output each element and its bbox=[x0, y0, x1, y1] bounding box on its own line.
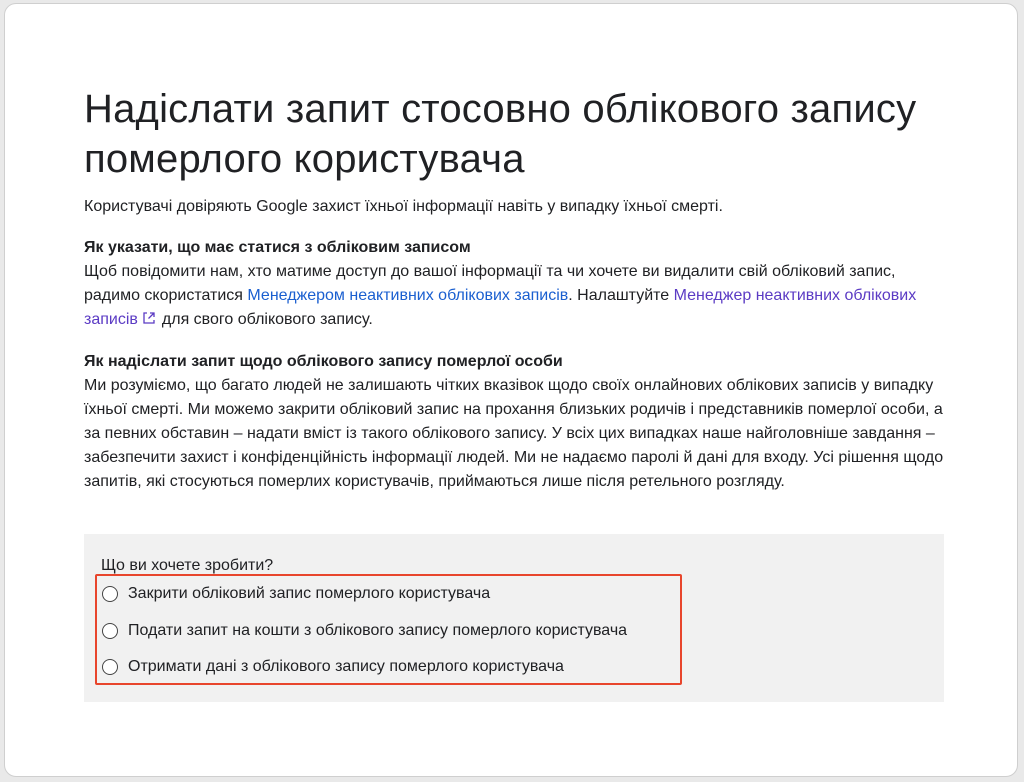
section-text: . Налаштуйте bbox=[568, 287, 674, 304]
radio-button[interactable] bbox=[102, 659, 118, 675]
page-title: Надіслати запит стосовно облікового запису померлого користувача bbox=[84, 87, 917, 181]
radio-button[interactable] bbox=[102, 586, 118, 602]
form-question: Що ви хочете зробити? bbox=[101, 557, 274, 574]
section-body: Ми розуміємо, що багато людей не залишають чітких вказівок щодо своїх онлайнових облікових записів у випадку їхньої смерті. Ми можемо закрити обліковий запис на прохання близьких родичів і представників померлої особи, а за певних обставин – надати вміст із такого облікового запису. У всіх цих випадках наше найголовніше завдання – забезпечити захист і конфіденційність інформації людей. Ми не надаємо паролі й дані для входу. Усі рішення щодо запитів, які стосуються померлих користувачів, приймаються лише після ретельного розгляду. bbox=[84, 377, 944, 490]
section-text: для свого облікового запису. bbox=[161, 311, 373, 328]
link-label: Менеджер неактивних облікових записів bbox=[84, 287, 917, 328]
intro-text: Користувачі довіряють Google захист їхньої інформації навіть у випадку їхньої смерті. bbox=[84, 198, 723, 215]
radio-button[interactable] bbox=[102, 623, 118, 639]
inactive-account-manager-link[interactable]: Менеджером неактивних облікових записів bbox=[247, 287, 569, 304]
section-heading: Як надіслати запит щодо облікового запису померлої особи bbox=[84, 353, 563, 370]
option-get-data[interactable] bbox=[102, 657, 564, 677]
section-heading: Як указати, що має статися з обліковим записом bbox=[84, 239, 471, 256]
option-request-funds[interactable] bbox=[102, 621, 627, 641]
external-link-icon bbox=[142, 311, 156, 325]
request-form bbox=[84, 534, 944, 702]
section-body bbox=[84, 260, 944, 332]
browser-frame bbox=[4, 3, 1018, 777]
inactive-account-section bbox=[84, 236, 944, 332]
option-label: Отримати дані з облікового запису померлого користувача bbox=[128, 658, 564, 675]
option-close-account[interactable] bbox=[102, 584, 490, 604]
deceased-request-section bbox=[84, 350, 944, 494]
option-label: Подати запит на кошти з облікового запису померлого користувача bbox=[128, 622, 628, 639]
section-text: Щоб повідомити нам, хто матиме доступ до вашої інформації та чи хочете ви видалити свій обліковий запис, радимо скористатися bbox=[84, 263, 896, 304]
option-label: Закрити обліковий запис померлого користувача bbox=[128, 585, 491, 602]
